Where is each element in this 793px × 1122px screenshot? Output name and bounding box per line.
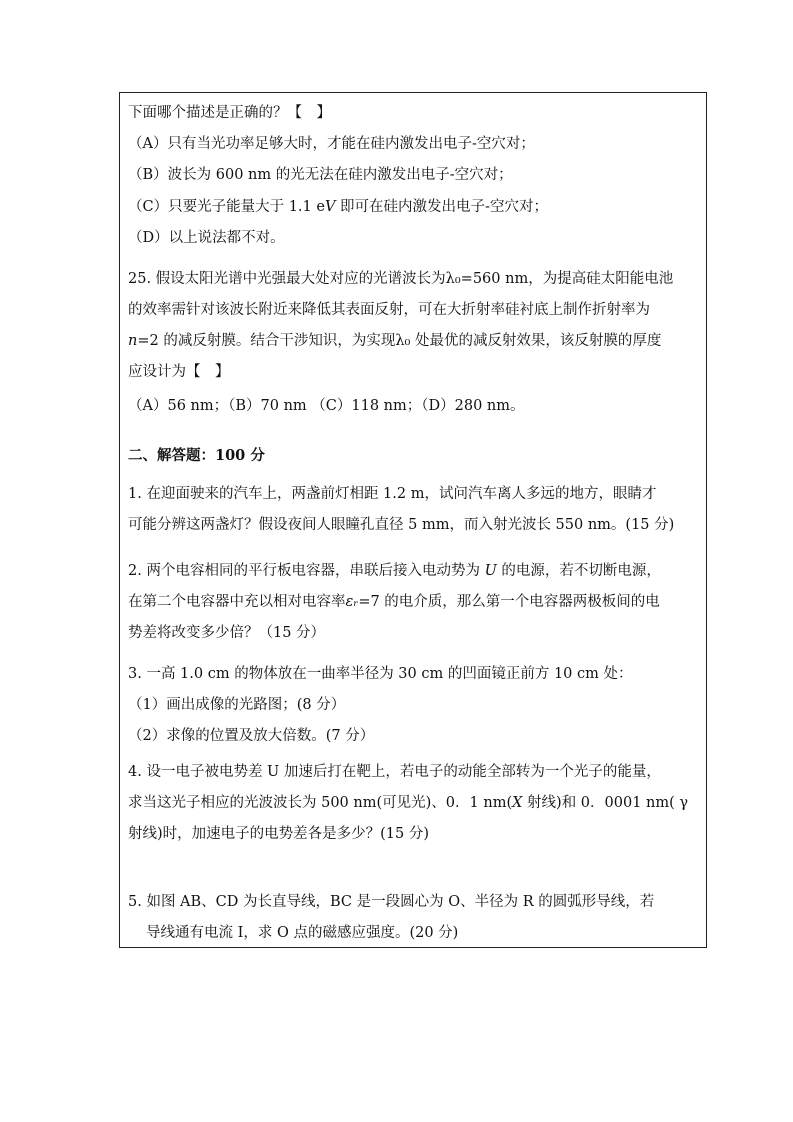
p4-line-2-text: 求当这光子相应的光波波长为 500 nm(可见光)、0．1 nm( — [128, 795, 513, 811]
p2-line-2-rest: =7 的电介质，那么第一个电容器两极板间的电 — [358, 594, 660, 610]
p2-line-2 — [128, 592, 660, 612]
q25-line-1: 25. 假设太阳光谱中光强最大处对应的光谱波长为λ₀=560 nm，为提高硅太阳能电池 — [128, 271, 674, 287]
p4-line-2-rest: 射线)和 0．0001 nm( γ — [522, 795, 689, 811]
p2-line-3: 势差将改变多少倍？（15 分） — [128, 625, 326, 641]
p2-var-epsilon: εᵣ — [345, 594, 359, 610]
q25-line-3-text: =2 的减反射膜。结合干涉知识，为实现λ₀ 处最优的减反射效果，该反射膜的厚度 — [137, 333, 662, 349]
p5-line-2: 导线通有电流 I，求 O 点的磁感应强度。(20 分) — [146, 925, 459, 941]
section-heading: 二、解答题：100 分 — [128, 447, 265, 464]
q25-line-2: 的效率需针对该波长附近来降低其表面反射，可在大折射率硅衬底上制作折射率为 — [128, 302, 650, 318]
p3-line-1: 3. 一高 1.0 cm 的物体放在一曲率半径为 30 cm 的凹面镜正前方 10 cm 处： — [128, 666, 633, 682]
q24-option-c — [128, 197, 548, 217]
p3-sub-2: （2）求像的位置及放大倍数。(7 分） — [128, 728, 375, 744]
q24-stem: 下面哪个描述是正确的？【 】 — [128, 105, 331, 121]
q25-line-3 — [128, 331, 661, 351]
p2-var-u: U — [484, 563, 497, 579]
p4-var-x: X — [512, 795, 523, 811]
p4-line-2 — [128, 793, 688, 813]
q25-options: （A）56 nm；（B）70 nm （C）118 nm；（D）280 nm。 — [128, 398, 525, 414]
p3-sub-1: （1）画出成像的光路图；(8 分） — [128, 697, 346, 713]
p4-line-1: 4. 设一电子被电势差 U 加速后打在靶上，若电子的动能全部转为一个光子的能量， — [128, 764, 661, 780]
q25-line-4: 应设计为【 】 — [128, 364, 230, 380]
q25-var-n: n — [128, 333, 138, 349]
q24-option-c-text: （C）只要光子能量大于 1.1 e — [128, 199, 325, 215]
q24-option-d: （D）以上说法都不对。 — [128, 230, 285, 246]
q24-option-c-rest: 即可在硅内激发出电子-空穴对； — [335, 199, 548, 215]
q24-option-b: （B）波长为 600 nm 的光无法在硅内激发出电子-空穴对； — [128, 167, 513, 183]
p2-line-1-text: 2. 两个电容相同的平行板电容器，串联后接入电动势为 — [128, 563, 485, 579]
p2-line-2-text: 在第二个电容器中充以相对电容率 — [128, 594, 346, 610]
q24-option-a: （A）只有当光功率足够大时，才能在硅内激发出电子-空穴对； — [128, 136, 535, 152]
p1-line-1: 1. 在迎面驶来的汽车上，两盏前灯相距 1.2 m，试问汽车离人多远的地方，眼睛才 — [128, 486, 657, 502]
p5-line-1: 5. 如图 AB、CD 为长直导线，BC 是一段圆心为 O、半径为 R 的圆弧形导线，若 — [128, 894, 655, 910]
p1-line-2: 可能分辨这两盏灯？假设夜间人眼瞳孔直径 5 mm，而入射光波长 550 nm。(15 分) — [128, 517, 675, 533]
q24-option-c-unit: V — [324, 199, 336, 215]
p2-line-1-rest: 的电源，若不切断电源， — [496, 563, 661, 579]
p4-line-3: 射线)时，加速电子的电势差各是多少？(15 分) — [128, 826, 430, 842]
p2-line-1 — [128, 561, 661, 581]
